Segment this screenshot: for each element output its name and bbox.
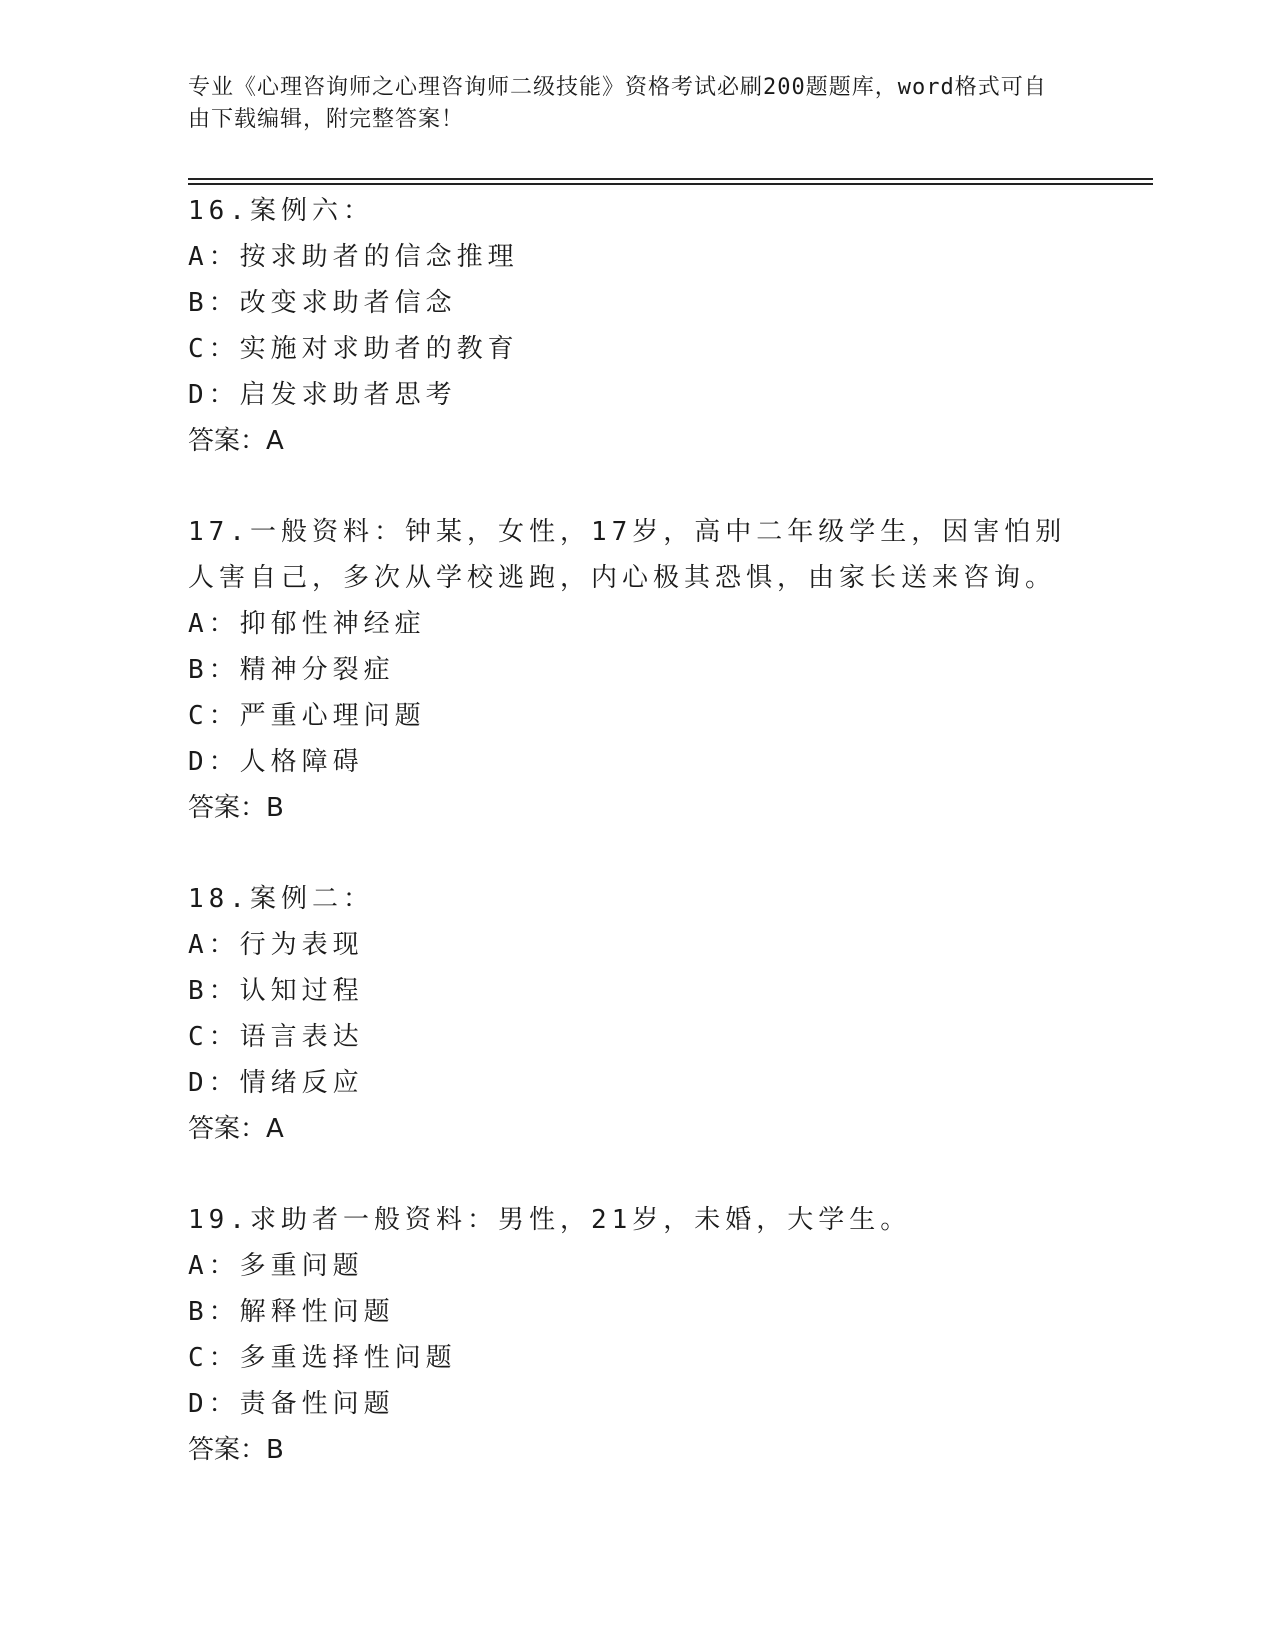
question-stem: 18.案例二：: [188, 884, 374, 914]
answer-line: 答案：B: [188, 1435, 284, 1465]
option-b: B：改变求助者信念: [188, 288, 457, 318]
option-a: A：多重问题: [188, 1251, 364, 1281]
option-b: B：解释性问题: [188, 1297, 395, 1327]
option-b: B：精神分裂症: [188, 655, 395, 685]
option-b: B：认知过程: [188, 976, 364, 1006]
option-d: D：启发求助者思考: [188, 380, 457, 410]
option-c: C：严重心理问题: [188, 701, 426, 731]
question-list: [188, 188, 1088, 1518]
option-d: D：人格障碍: [188, 747, 364, 777]
answer-line: 答案：A: [188, 426, 284, 456]
option-d: D：情绪反应: [188, 1068, 364, 1098]
answer-line: 答案：A: [188, 1114, 284, 1144]
document-header: 专业《心理咨询师之心理咨询师二级技能》资格考试必刷200题题库，word格式可自由下载编辑，附完整答案！: [188, 75, 1047, 132]
question-stem: 19.求助者一般资料：男性，21岁，未婚，大学生。: [188, 1205, 912, 1235]
option-a: A：抑郁性神经症: [188, 609, 426, 639]
question-18: [188, 876, 1088, 1152]
option-c: C：多重选择性问题: [188, 1343, 457, 1373]
question-19: [188, 1197, 1088, 1473]
option-c: C：实施对求助者的教育: [188, 334, 519, 364]
option-a: A：按求助者的信念推理: [188, 242, 519, 272]
answer-line: 答案：B: [188, 793, 284, 823]
header-divider-bottom: [188, 183, 1153, 185]
option-a: A：行为表现: [188, 930, 364, 960]
question-17: [188, 509, 1088, 831]
question-16: [188, 188, 1088, 464]
option-c: C：语言表达: [188, 1022, 364, 1052]
question-stem: 16.案例六：: [188, 196, 374, 226]
header-divider-top: [188, 178, 1153, 180]
question-stem: 17.一般资料：钟某，女性，17岁，高中二年级学生，因害怕别人害自己，多次从学校逃跑，内心极其恐惧，由家长送来咨询。: [188, 517, 1067, 593]
option-d: D：责备性问题: [188, 1389, 395, 1419]
